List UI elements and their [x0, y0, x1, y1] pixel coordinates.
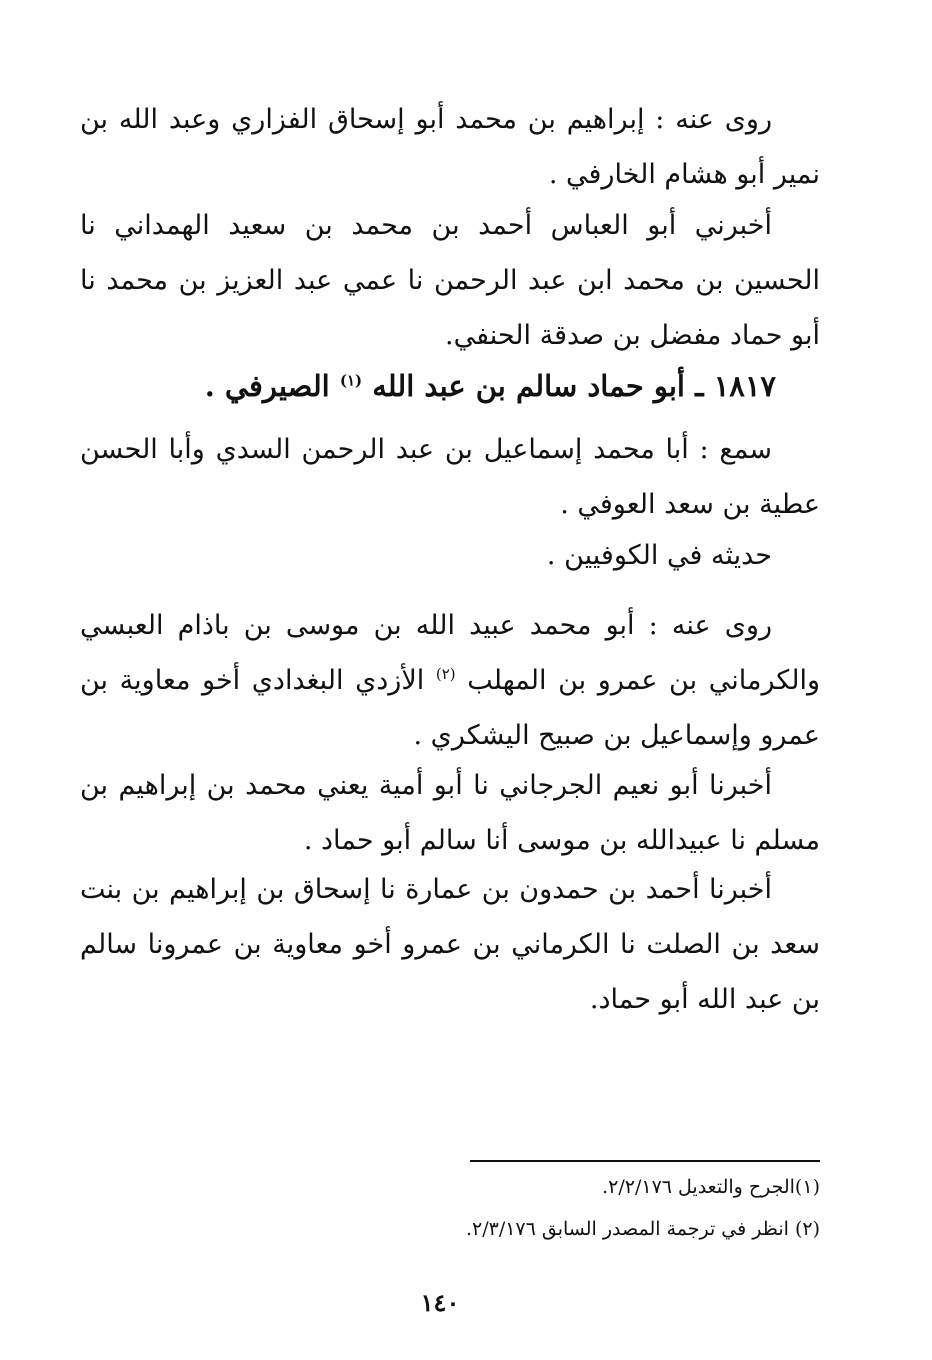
footnote-2: (٢) انظر في ترجمة المصدر السابق ٢/٣/١٧٦. — [465, 1218, 820, 1240]
paragraph-narrators-2 — [80, 598, 820, 763]
footnote-ref-2: (٢) — [435, 665, 456, 683]
footnote-ref-1: (١) — [339, 371, 363, 390]
paragraph-hadith-location: حديثه في الكوفيين . — [546, 540, 772, 571]
paragraph-narrators-2-part-2: الأزدي البغدادي أخو معاوية بن عمرو وإسماعيل بن صبيح اليشكري . — [80, 665, 820, 751]
page-number: ١٤٠ — [420, 1288, 460, 1317]
entry-heading-title: ١٨١٧ ـ أبو حماد سالم بن عبد الله — [372, 369, 776, 403]
paragraph-heard-from: سمع : أبا محمد إسماعيل بن عبد الرحمن السدي وأبا الحسن عطية بن سعد العوفي . — [80, 434, 820, 520]
paragraph-narrators-1: روى عنه : إبراهيم بن محمد أبو إسحاق الفزاري وعبد الله بن نمير أبو هشام الخارفي . — [80, 104, 820, 190]
paragraph-isnad-1: أخبرني أبو العباس أحمد بن محمد بن سعيد الهمداني نا الحسين بن محمد ابن عبد الرحمن نا عمي عبد العزيز بن محمد نا أبو حماد مفضل بن صدقة الحنفي. — [80, 210, 820, 351]
paragraph-narrators-2-part-1: روى عنه : أبو محمد عبيد الله بن موسى بن باذام العبسي والكرماني بن عمرو بن المهلب — [80, 610, 821, 696]
footnote-divider — [470, 1160, 820, 1162]
paragraph-isnad-2: أخبرنا أبو نعيم الجرجاني نا أبو أمية يعني محمد بن إبراهيم بن مسلم نا عبيدالله بن موسى أنا سالم أبو حماد . — [80, 770, 820, 856]
footnote-1: (١)الجرح والتعديل ٢/٢/١٧٦. — [602, 1176, 820, 1198]
entry-heading — [80, 366, 776, 406]
paragraph-isnad-3: أخبرنا أحمد بن حمدون بن عمارة نا إسحاق بن إبراهيم بن بنت سعد بن الصلت نا الكرماني بن عمرو أخو معاوية بن عمرونا سالم بن عبد الله أبو حماد. — [80, 874, 820, 1015]
entry-heading-suffix: الصيرفي . — [204, 369, 330, 403]
